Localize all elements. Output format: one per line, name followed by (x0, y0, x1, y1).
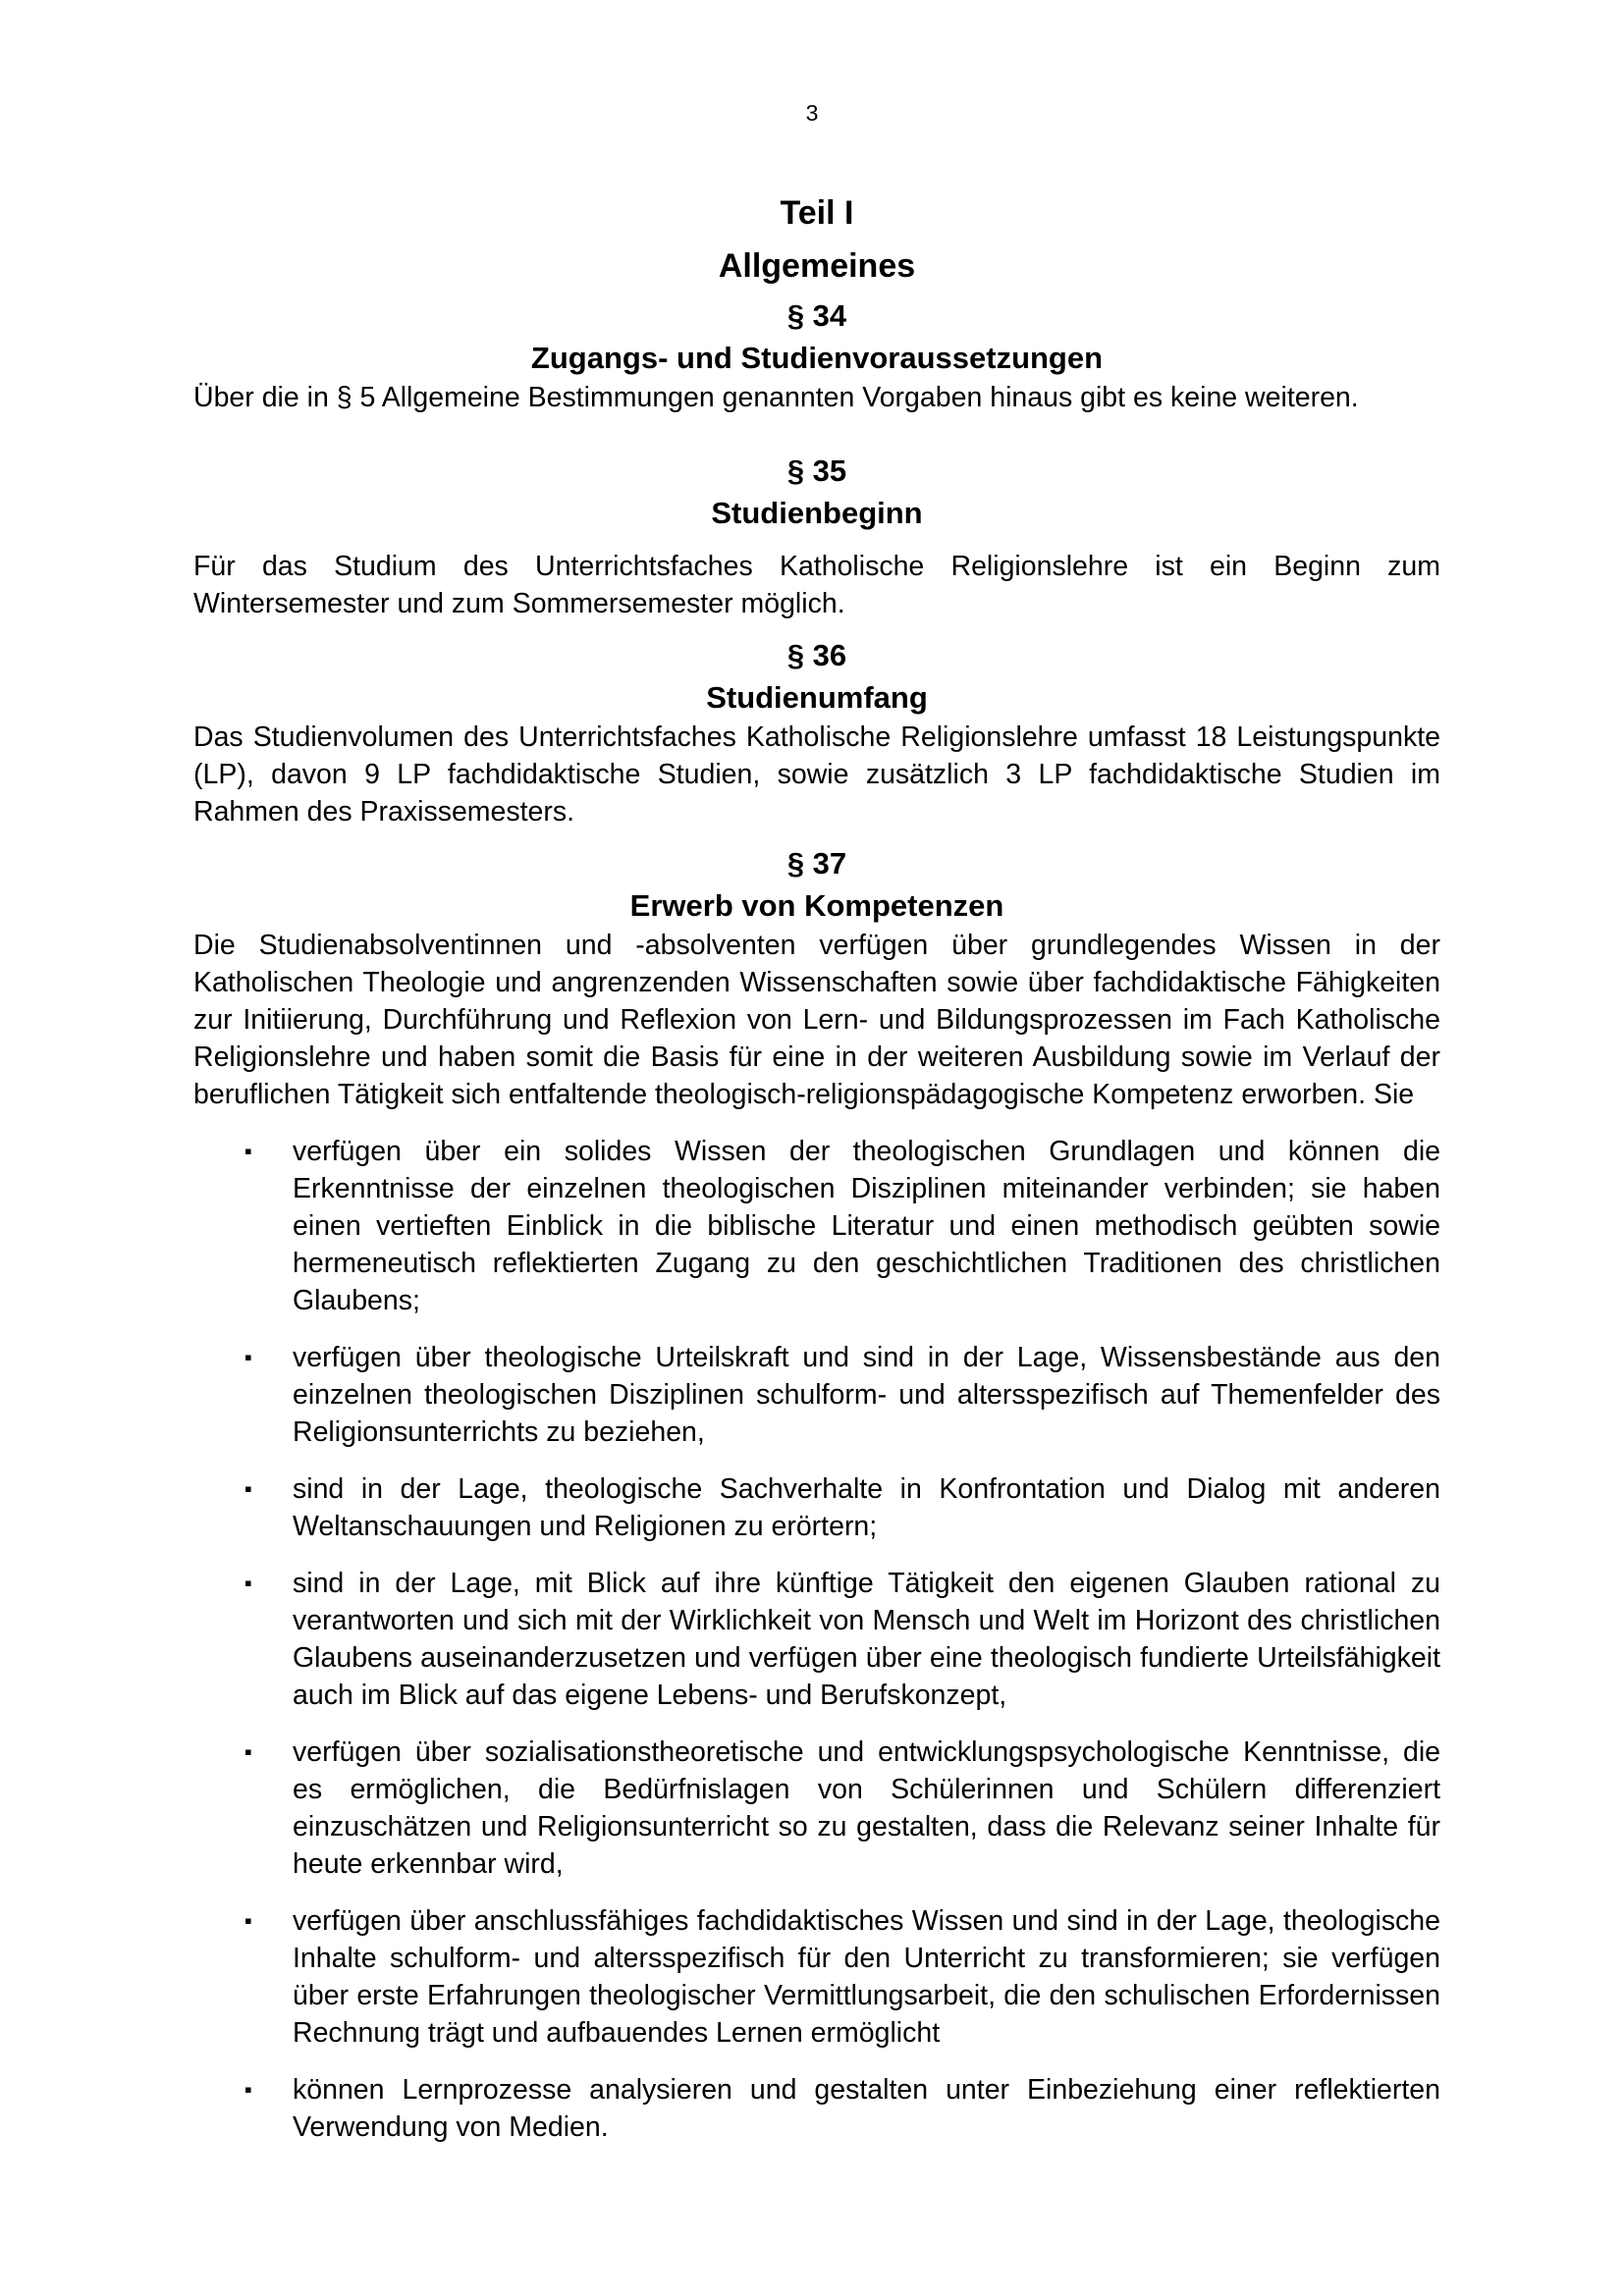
square-bullet-icon: ▪ (244, 1908, 252, 1933)
square-bullet-icon: ▪ (244, 1139, 252, 1163)
list-item-text: verfügen über ein solides Wissen der theologischen Grundlagen und können die Erkenntnisse der einzelnen theologischen Disziplinen miteinander verbinden; sie haben einen vertieften Einblick in die biblische Literatur und einen methodisch geübten sowie hermeneutisch reflektierten Zugang zu den geschichtlichen Traditionen des christlichen Glaubens; (293, 1136, 1440, 1316)
section-paragraph: Das Studienvolumen des Unterrichtsfaches Katholische Religionslehre umfasst 18 Leistungspunkte (LP), davon 9 LP fachdidaktische Studien, sowie zusätzlich 3 LP fachdidaktische Studien im Rahmen des Praxissemesters. (193, 721, 1440, 828)
square-bullet-icon: ▪ (244, 1476, 252, 1501)
section-number: § 34 (786, 298, 847, 333)
section-paragraph: Die Studienabsolventinnen und -absolventen verfügen über grundlegendes Wissen in der Katholischen Theologie und angrenzenden Wissenschaften sowie über fachdidaktische Fähigkeiten zur Initiierung, Durchführung und Reflexion von Lern- und Bildungsprozessen im Fach Katholische Religionslehre und haben somit die Basis für eine in der weiteren Ausbildung sowie im Verlauf der beruflichen Tätigkeit sich entfaltende theologisch-religionspädagogische Kompetenz erworben. Sie (193, 930, 1440, 1110)
list-item (193, 1133, 1440, 1319)
section-title: Zugangs- und Studienvoraussetzungen (530, 341, 1104, 375)
square-bullet-icon: ▪ (244, 1345, 252, 1369)
section-35 (193, 450, 1440, 622)
list-item (193, 1470, 1440, 1545)
list-item-text: verfügen über sozialisationstheoretische und entwicklungspsychologische Kenntnisse, die es ermöglichen, die Bedürfnislagen von Schülerinnen und Schülern differenziert einzuschätzen und Religionsunterricht so zu gestalten, dass die Relevanz seiner Inhalte für heute erkennbar wird, (293, 1736, 1440, 1880)
list-item-text: verfügen über theologische Urteilskraft und sind in der Lage, Wissensbestände aus den einzelnen theologischen Disziplinen schulform- und altersspezifisch auf Themenfelder des Religionsunterrichts zu beziehen, (293, 1342, 1440, 1448)
section-title: Studienumfang (706, 680, 928, 715)
square-bullet-icon: ▪ (244, 1571, 252, 1595)
list-item (193, 1734, 1440, 1883)
list-item-text: können Lernprozesse analysieren und gestalten unter Einbeziehung einer reflektierten Verwendung von Medien. (293, 2074, 1440, 2143)
section-number: § 37 (786, 846, 847, 881)
list-item-text: sind in der Lage, theologische Sachverhalte in Konfrontation und Dialog mit anderen Weltanschauungen und Religionen zu erörtern; (293, 1473, 1440, 1542)
list-item (193, 1565, 1440, 1714)
section-title: Erwerb von Kompetenzen (629, 888, 1004, 923)
list-item (193, 1902, 1440, 2052)
section-paragraph: Für das Studium des Unterrichtsfaches Katholische Religionslehre ist ein Beginn zum Wintersemester und zum Sommersemester möglich. (193, 551, 1440, 619)
part-title: Teil I (780, 194, 854, 232)
competency-list (193, 1133, 1440, 2146)
square-bullet-icon: ▪ (244, 2077, 252, 2102)
section-number: § 35 (786, 454, 847, 488)
document-body (193, 187, 1440, 2146)
square-bullet-icon: ▪ (244, 1739, 252, 1764)
list-item (193, 2071, 1440, 2146)
section-37 (193, 842, 1440, 2146)
section-paragraph: Über die in § 5 Allgemeine Bestimmungen genannten Vorgaben hinaus gibt es keine weiteren. (193, 382, 1359, 413)
list-item-text: verfügen über anschlussfähiges fachdidaktisches Wissen und sind in der Lage, theologische Inhalte schulform- und altersspezifisch für den Unterricht zu transformieren; sie verfügen über erste Erfahrungen theologischer Vermittlungsarbeit, die den schulischen Erfordernissen Rechnung trägt und aufbauendes Lernen ermöglicht (293, 1905, 1440, 2049)
section-36 (193, 634, 1440, 830)
list-item-text: sind in der Lage, mit Blick auf ihre künftige Tätigkeit den eigenen Glauben rational zu verantworten und sich mit der Wirklichkeit von Mensch und Welt im Horizont des christlichen Glaubens auseinanderzusetzen und verfügen über eine theologisch fundierte Urteilsfähigkeit auch im Blick auf das eigene Lebens- und Berufskonzept, (293, 1568, 1440, 1711)
page-number: 3 (805, 100, 819, 126)
part-subtitle: Allgemeines (718, 247, 916, 285)
section-34 (193, 294, 1440, 416)
section-number: § 36 (786, 638, 847, 672)
list-item (193, 1339, 1440, 1451)
section-title: Studienbeginn (711, 496, 923, 530)
